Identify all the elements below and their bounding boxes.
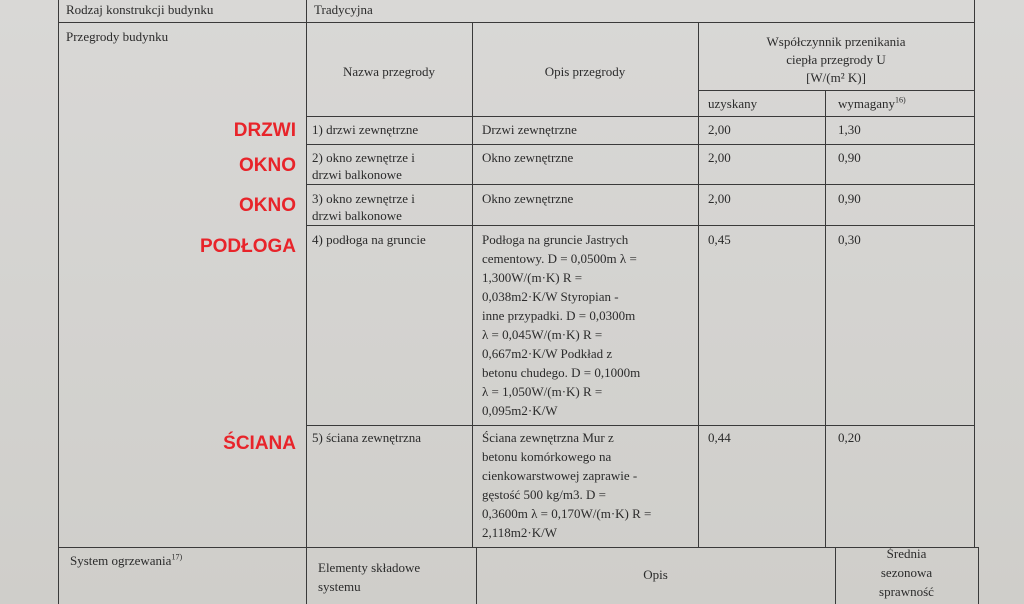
col-u-title-3: [W/(m² K)] <box>806 70 866 85</box>
rule-right <box>974 0 975 548</box>
footer-description-header: Opis <box>643 567 668 582</box>
row-name: 4) podłoga na gruncie <box>312 232 426 247</box>
row-marker: OKNO <box>239 195 296 216</box>
row-name: 1) drzwi zewnętrzne <box>312 122 419 137</box>
row-obtained: 2,00 <box>708 191 731 206</box>
rule-row1 <box>306 144 974 145</box>
row-required: 0,90 <box>838 191 861 206</box>
col-required-label: wymagany <box>838 96 896 111</box>
row-description: 1,300W/(m·K) R = <box>482 270 583 285</box>
efficiency-header: sezonowa <box>880 565 933 580</box>
row-marker: ŚCIANA <box>223 433 296 454</box>
row-description: 0,667m2·K/W Podkład z <box>482 346 613 361</box>
row-name: 5) ściana zewnętrzna <box>312 430 421 445</box>
row-description: 0,038m2·K/W Styropian - <box>482 289 619 304</box>
rule-footer-right <box>978 547 979 604</box>
efficiency-header: sprawność <box>879 584 934 599</box>
row-description: Okno zewnętrzne <box>482 191 574 206</box>
row-obtained: 0,45 <box>708 232 731 247</box>
rule-col4 <box>825 90 826 548</box>
row-description: 0,3600m λ = 0,170W/(m·K) R = <box>482 506 652 521</box>
rule-header-bottom <box>306 116 974 117</box>
row-required: 0,90 <box>838 150 861 165</box>
rule-col3 <box>698 22 699 548</box>
col-u-title-1: Współczynnik przenikania <box>766 34 906 49</box>
rule-row3 <box>306 225 974 226</box>
heating-label <box>70 551 182 570</box>
construction-label: Rodzaj konstrukcji budynku <box>66 2 214 17</box>
row-description: Drzwi zewnętrzne <box>482 122 577 137</box>
row-description: 0,095m2·K/W <box>482 403 558 418</box>
row-description: λ = 0,045W/(m·K) R = <box>482 327 603 342</box>
elements-header: systemu <box>318 579 361 594</box>
construction-value: Tradycyjna <box>314 2 373 17</box>
col-obtained-header: uzyskany <box>708 96 758 111</box>
row-name: drzwi balkonowe <box>312 167 402 182</box>
rule-row4 <box>306 425 974 426</box>
row-obtained: 2,00 <box>708 150 731 165</box>
heating-label-text: System ogrzewania <box>70 553 172 568</box>
row-marker: PODŁOGA <box>199 236 296 257</box>
col-u-title-2: ciepła przegrody U <box>786 52 886 67</box>
rule-col2 <box>472 22 473 548</box>
partitions-label: Przegrody budynku <box>66 29 169 44</box>
elements-header: Elementy składowe <box>318 560 421 575</box>
col-description-header: Opis przegrody <box>544 64 626 79</box>
row-description: λ = 1,050W/(m·K) R = <box>482 384 603 399</box>
row-marker: OKNO <box>239 155 296 176</box>
row-required: 1,30 <box>838 122 861 137</box>
row-required: 0,20 <box>838 430 861 445</box>
row-description: 2,118m2·K/W <box>482 525 557 540</box>
row-name: 3) okno zewnętrze i <box>312 191 415 206</box>
efficiency-header: Średnia <box>886 546 927 561</box>
rule-row2 <box>306 184 974 185</box>
row-description: Podłoga na gruncie Jastrych <box>482 232 629 247</box>
col-required-header <box>838 94 906 113</box>
heating-footnote: 17) <box>171 552 183 562</box>
row-required: 0,30 <box>838 232 861 247</box>
row-description: cementowy. D = 0,0500m λ = <box>482 251 637 266</box>
row-description: gęstość 500 kg/m3. D = <box>482 487 606 502</box>
row-description: betonu chudego. D = 0,1000m <box>482 365 641 380</box>
col-required-footnote: 16) <box>895 95 906 105</box>
col-name-header: Nazwa przegrody <box>342 64 436 79</box>
rule-left <box>58 0 59 604</box>
row-description: cienkowarstwowej zaprawie - <box>482 468 638 483</box>
rule-col1 <box>306 0 307 604</box>
row-obtained: 0,44 <box>708 430 731 445</box>
row-name: drzwi balkonowe <box>312 208 402 223</box>
rule-top <box>58 22 974 23</box>
rule-u-sub <box>698 90 974 91</box>
row-description: betonu komórkowego na <box>482 449 612 464</box>
row-obtained: 2,00 <box>708 122 731 137</box>
row-description: Okno zewnętrzne <box>482 150 574 165</box>
row-description: Ściana zewnętrzna Mur z <box>482 430 614 445</box>
row-name: 2) okno zewnętrze i <box>312 150 415 165</box>
row-marker: DRZWI <box>233 120 296 141</box>
row-description: inne przypadki. D = 0,0300m <box>482 308 636 323</box>
